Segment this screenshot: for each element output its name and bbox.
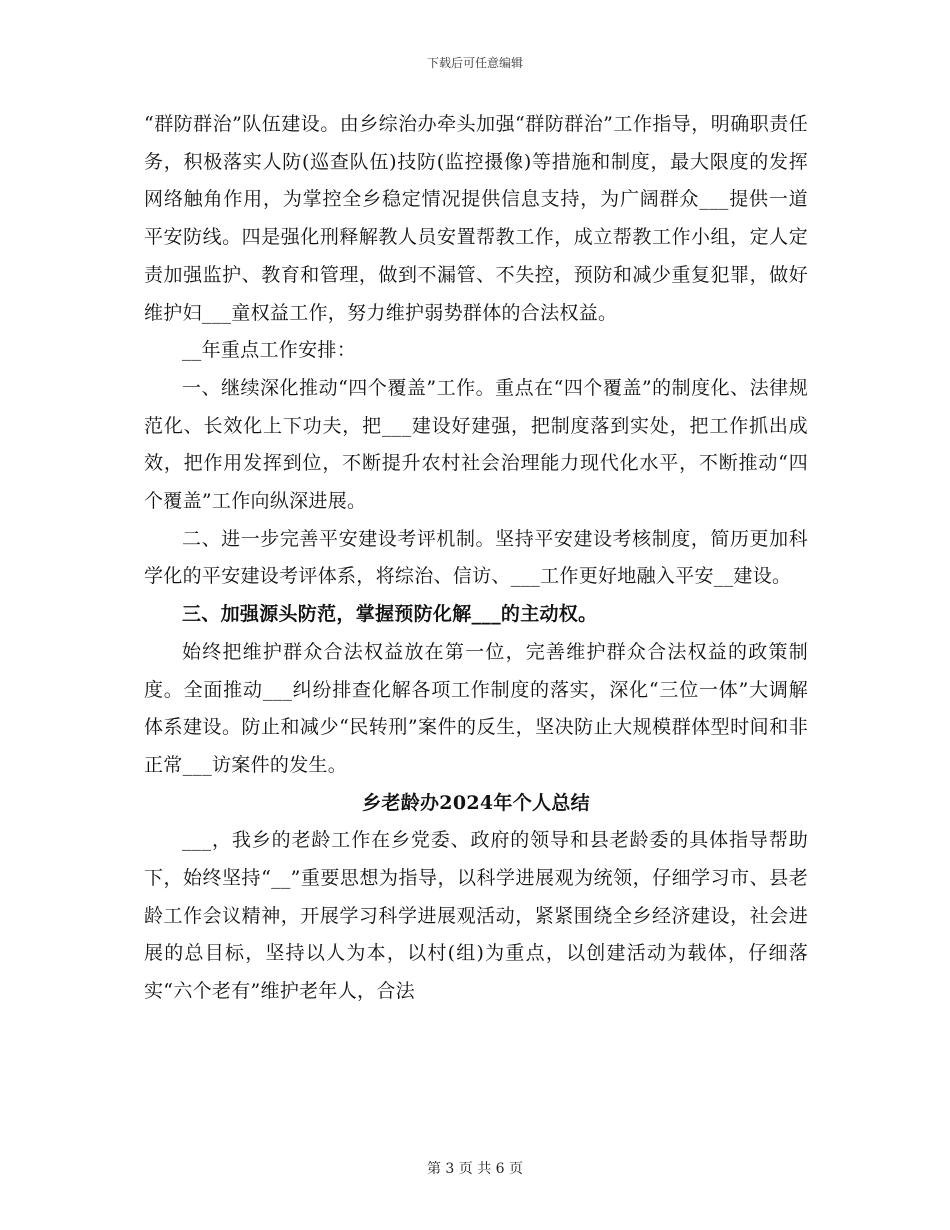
- paragraph-group-defense: “群防群治”队伍建设。由乡综治办牵头加强“群防群治”工作指导，明确职责任务，积极落实人防(巡查队伍)技防(监控摄像)等措施和制度，最大限度的发挥网络触角作用，为掌控全乡稳定情况提供信息支持，为广阔群众___提供一道平安防线。四是强化刑释解教人员安置帮教工作，成立帮教工作小组，定人定责加强监护、教育和管理，做到不漏管、不失控，预防和减少重复犯罪，做好维护妇___童权益工作，努力维护弱势群体的合法权益。: [144, 113, 808, 324]
- section-title: 乡老龄办2024年个人总结: [362, 791, 590, 814]
- paragraph-source-prevention-heading: 三、加强源头防范，掌握预防化解___的主动权。: [182, 603, 598, 626]
- page-number: 第 3 页 共 6 页: [426, 1161, 524, 1177]
- paragraph-four-coverage: 一、继续深化推动“四个覆盖”工作。重点在“四个覆盖”的制度化、法律规范化、长效化上下功夫，把___建设好建强，把制度落到实处，把工作抓出成效，把作用发挥到位，不断提升农村社会治理能力现代化水平，不断推动“四个覆盖”工作向纵深进展。: [144, 376, 808, 513]
- paragraph-rights-protection: 始终把维护群众合法权益放在第一位，完善维护群众合法权益的政策制度。全面推动___纠纷排查化解各项工作制度的落实，深化“三位一体”大调解体系建设。防止和减少“民转刑”案件的反生，坚决防止大规模群体型时间和非正常___访案件的发生。: [144, 640, 808, 776]
- paragraph-year-plan-heading: __年重点工作安排：: [182, 339, 357, 362]
- header-note: 下载后可任意编辑: [426, 56, 523, 70]
- document-body: [144, 106, 808, 1011]
- paragraph-elderly-summary: ___，我乡的老龄工作在乡党委、政府的领导和县老龄委的具体指导帮助下，始终坚持“__”重要思想为指导，以科学进展观为统领，仔细学习市、县老龄工作会议精神，开展学习科学进展观活动，紧紧围绕全乡经济建设，社会进展的总目标，坚持以人为本，以村(组)为重点，以创建活动为载体，仔细落实“六个老有”维护老年人，合法: [144, 829, 808, 1003]
- paragraph-evaluation-mechanism: 二、进一步完善平安建设考评机制。坚持平安建设考核制度，简历更加科学化的平安建设考评体系，将综治、信访、___工作更好地融入平安__建设。: [144, 527, 808, 588]
